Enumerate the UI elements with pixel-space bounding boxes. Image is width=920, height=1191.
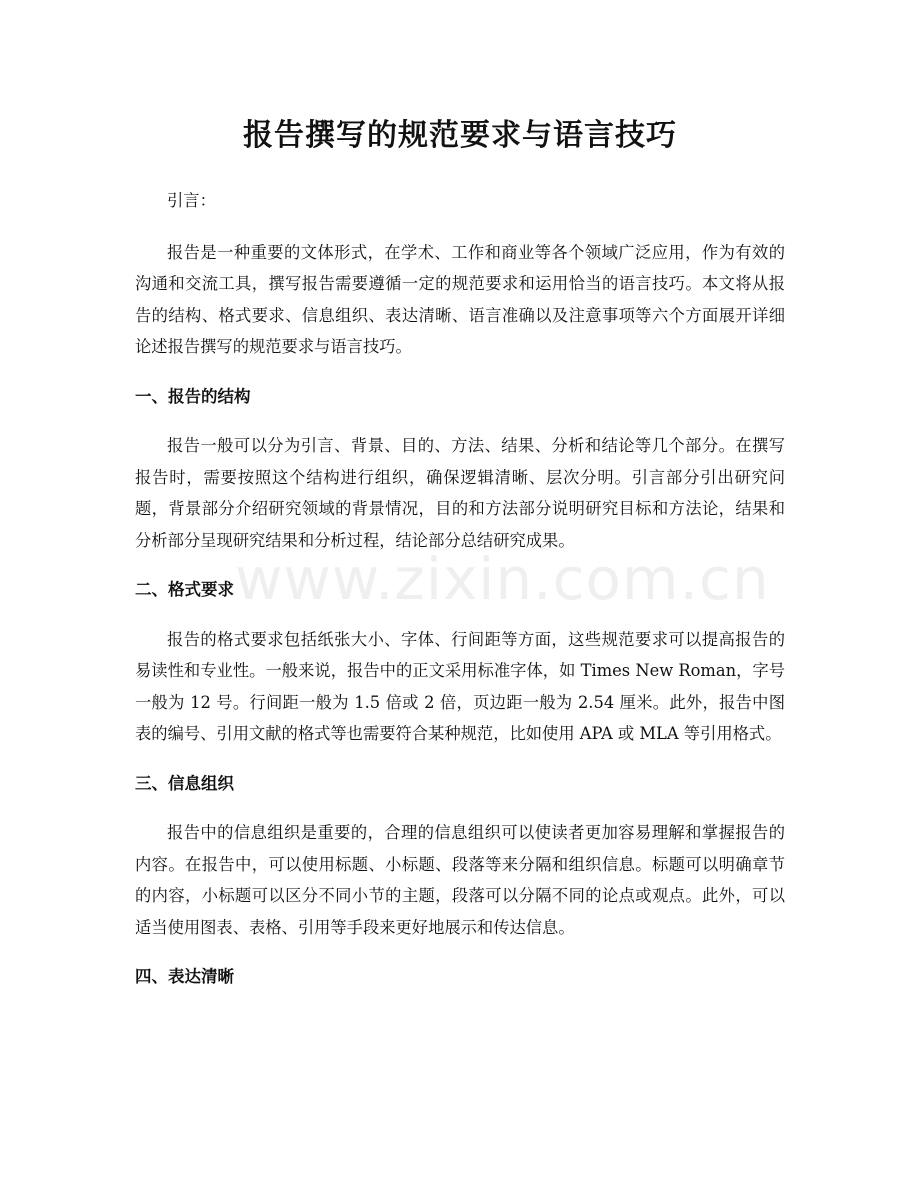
section-paragraph-format: 报告的格式要求包括纸张大小、字体、行间距等方面，这些规范要求可以提高报告的易读性和专业性。一般来说，报告中的正文采用标准字体，如 Times New Roman，字号一般为 12 号。行间距一般为 1.5 倍或 2 倍，页边距一般为 2.54 厘米。此外，报告中图表的编号、引用文献的格式等也需要符合某种规范，比如使用 APA 或 MLA 等引用格式。 [135, 629, 785, 743]
section-heading-clarity: 四、表达清晰 [135, 967, 234, 986]
watermark: www.zixin.com.cn [235, 545, 770, 613]
intro-label: 引言： [167, 191, 216, 210]
section-paragraph-organization: 报告中的信息组织是重要的，合理的信息组织可以使读者更加容易理解和掌握报告的内容。在报告中，可以使用标题、小标题、段落等来分隔和组织信息。标题可以明确章节的内容，小标题可以区分不同小节的主题，段落可以分隔不同的论点或观点。此外，可以适当使用图表、表格、引用等手段来更好地展示和传达信息。 [135, 823, 785, 937]
section-heading-format: 二、格式要求 [135, 580, 234, 599]
section-heading-structure: 一、报告的结构 [135, 386, 251, 406]
document-title: 报告撰写的规范要求与语言技巧 [243, 118, 677, 153]
section-heading-organization: 三、信息组织 [135, 773, 234, 793]
document-body [135, 185, 785, 1011]
intro-paragraph: 报告是一种重要的文体形式，在学术、工作和商业等各个领域广泛应用，作为有效的沟通和交流工具，撰写报告需要遵循一定的规范要求和运用恰当的语言技巧。本文将从报告的结构、格式要求、信息组织、表达清晰、语言准确以及注意事项等六个方面展开详细论述报告撰写的规范要求与语言技巧。 [135, 242, 785, 356]
section-paragraph-structure: 报告一般可以分为引言、背景、目的、方法、结果、分析和结论等几个部分。在撰写报告时，需要按照这个结构进行组织，确保逻辑清晰、层次分明。引言部分引出研究问题，背景部分介绍研究领域的背景情况，目的和方法部分说明研究目标和方法论，结果和分析部分呈现研究结果和分析过程，结论部分总结研究成果。 [135, 436, 785, 550]
